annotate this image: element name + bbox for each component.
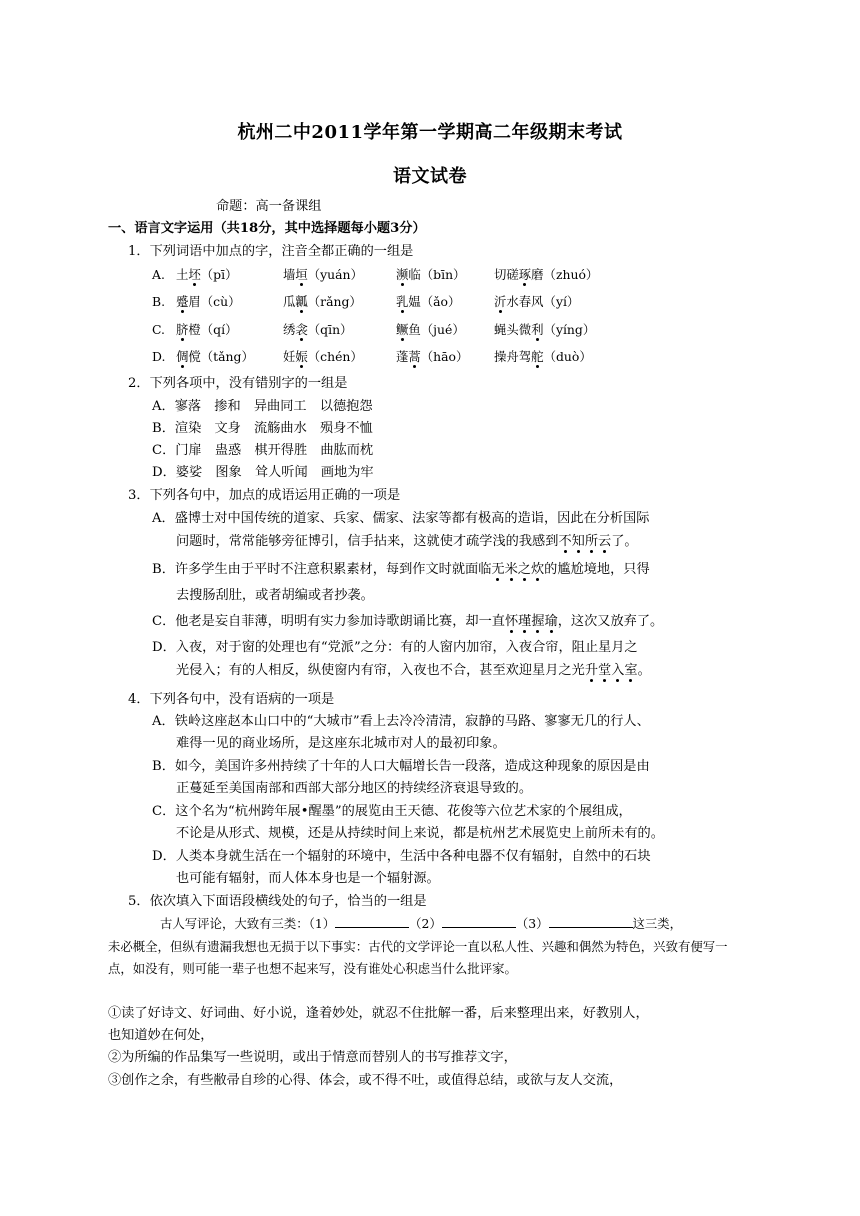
- exam-subtitle: 语文试卷: [393, 166, 467, 187]
- q1-option-item: 绣衾（qīn）: [283, 322, 353, 337]
- q1-option-item: 蝇头微利（yíng）: [494, 322, 596, 337]
- q4-option-d: D．人类本身就生活在一个辐射的环境中，生活中各种电器不仅有辐射，自然中的石块: [152, 849, 651, 864]
- q3-option-b: B．许多学生由于平时不注意积累素材，每到作文时就面临无米之炊的尴尬境地，只得: [152, 562, 650, 577]
- q2-option-a: A．寥落 掺和 异曲同工 以德抱怨: [152, 399, 373, 414]
- q1-option-item: 鳜鱼（jué）: [396, 322, 465, 337]
- q1-option-item: 蹙眉（cù）: [176, 294, 241, 309]
- q5-item-1: ①读了好诗文、好词曲、好小说，逢着妙处，就忍不住批解一番，后来整理出来，好教别人，: [108, 1006, 649, 1021]
- q3-option-c: C．他老是妄自菲薄，明明有实力参加诗歌朗诵比赛，却一直怀瑾握瑜，这次又放弃了。: [152, 614, 664, 629]
- q3-stem: 3．下列各句中，加点的成语运用正确的一项是: [128, 488, 401, 503]
- answer-blank-3[interactable]: [549, 913, 633, 928]
- q1-option-item: 脐橙（qí）: [176, 322, 238, 337]
- dotted-character: 沂: [494, 294, 507, 309]
- q1-option-label: B.: [152, 294, 166, 309]
- dotted-character: 鳜: [396, 322, 409, 337]
- q1-option-label: C.: [152, 322, 165, 337]
- q1-option-label: A.: [152, 267, 165, 282]
- section-heading: 一、语言文字运用（共18分，其中选择题每小题3分）: [108, 221, 426, 236]
- q4-option-a-cont: 难得一见的商业场所，是这座东北城市对人的最初印象。: [176, 736, 506, 751]
- q4-option-b-cont: 正蔓延至美国南部和西部大部分地区的持续经济衰退导致的。: [176, 781, 533, 796]
- q2-stem: 2．下列各项中，没有错别字的一组是: [128, 376, 348, 391]
- dotted-character: 垣: [295, 267, 308, 282]
- dotted-character: 濒: [396, 267, 409, 282]
- dotted-character: 蹙: [176, 294, 189, 309]
- dotted-character: 瓤: [295, 294, 308, 309]
- q5-passage-first: 古人写评论，大致有三类：（1） （2） （3） 这三类，: [160, 913, 682, 935]
- q5-item-2: ②为所编的作品集写一些说明，或出于情意而替别人的书写推荐文字，: [108, 1050, 517, 1065]
- q1-option-item: 濒临（bīn）: [396, 267, 466, 282]
- dotted-idiom: 不知所云: [558, 534, 612, 549]
- q1-option-label: D.: [152, 349, 166, 364]
- dotted-character: 脐: [176, 322, 189, 337]
- dotted-character: 琢: [518, 267, 532, 282]
- q1-option-item: 乳媪（ǎo）: [396, 294, 461, 309]
- q1-stem: 1．下列词语中加点的字，注音全都正确的一组是: [128, 244, 414, 259]
- q2-option-d: D．婆娑 图象 耸人听闻 画地为牢: [152, 465, 374, 480]
- answer-blank-1[interactable]: [335, 913, 409, 928]
- dotted-character: 娠: [295, 349, 308, 364]
- dotted-character: 坯: [188, 267, 201, 282]
- dotted-idiom: 无米之炊: [491, 562, 545, 577]
- q5-item-3: ③创作之余，有些敝帚自珍的心得、体会，或不得不吐，或值得总结，或欲与友人交流，: [108, 1073, 623, 1088]
- q1-option-item: 倜傥（tǎng）: [176, 349, 254, 364]
- dotted-character: 衾: [295, 322, 308, 337]
- q1-option-item: 墙垣（yuán）: [283, 267, 363, 282]
- q3-option-a: A．盛博士对中国传统的道家、兵家、儒家、法家等都有极高的造诣，因此在分析国际: [152, 511, 650, 526]
- exam-title: 杭州二中2011学年第一学期高二年级期末考试: [237, 122, 623, 143]
- q3-option-a-cont: 问题时，常常能够旁征博引，信手拈来，这就使才疏学浅的我感到不知所云了。: [176, 534, 638, 549]
- author-line: 命题：高一备课组: [216, 199, 322, 214]
- q2-option-b: B．渲染 文身 流觞曲水 殒身不恤: [152, 421, 373, 436]
- q5-stem: 5．依次填入下面语段横线处的句子，恰当的一组是: [128, 894, 427, 909]
- dotted-character: 倜: [176, 349, 189, 364]
- q3-option-b-cont: 去搜肠刮肚，或者胡编或者抄袭。: [176, 588, 374, 603]
- q1-option-item: 土坯（pī）: [176, 267, 238, 282]
- dotted-idiom: 怀瑾握瑜: [504, 614, 558, 629]
- q4-stem: 4．下列各句中，没有语病的一项是: [128, 692, 335, 707]
- dotted-idiom: 升堂入室: [584, 663, 638, 678]
- q1-option-item: 蓬蒿（hāo）: [396, 349, 469, 364]
- q4-option-d-cont: 也可能有辐射，而人体本身也是一个辐射源。: [176, 871, 440, 886]
- answer-blank-2[interactable]: [442, 913, 516, 928]
- q1-option-item: 切磋琢磨（zhuó）: [494, 267, 599, 282]
- q3-option-d-cont: 光侵入；有的人相反，纵使窗内有帘，入夜也不合，甚至欢迎星月之光升堂入室。: [176, 663, 651, 678]
- q1-option-item: 瓜瓤（rǎng）: [283, 294, 362, 309]
- q4-option-a: A．铁岭这座赵本山口中的“大城市”看上去冷冷清清，寂静的马路、寥寥无几的行人、: [152, 714, 650, 729]
- q5-passage: 未必概全，但纵有遗漏我想也无损于以下事实：古代的文学评论一直以私人性、兴趣和偶然为特色，兴致有便写一点，如没有，则可能一辈子也想不起来写，没有谁处心积虑当什么批评家。: [108, 939, 728, 976]
- q5-item-1-cont: 也知道妙在何处，: [108, 1028, 214, 1043]
- q4-option-c: C．这个名为“杭州跨年展•醒墨”的展览由王天德、花俊等六位艺术家的个展组成，: [152, 804, 632, 819]
- q1-option-item: 沂水春风（yí）: [494, 294, 580, 309]
- q1-option-item: 操舟驾舵（duò）: [494, 349, 592, 364]
- q4-option-c-cont: 不论是从形式、规模，还是从持续时间上来说，都是杭州艺术展览史上前所未有的。: [176, 826, 664, 841]
- dotted-character: 利: [531, 322, 544, 337]
- q3-option-d: D．入夜，对于窗的处理也有“党派”之分：有的人窗内加帘，入夜合帘，阻止星月之: [152, 640, 638, 655]
- dotted-character: 蒿: [408, 349, 421, 364]
- q4-option-b: B．如今，美国许多州持续了十年的人口大幅增长告一段落，造成这种现象的原因是由: [152, 759, 650, 774]
- q2-option-c: C．门扉 蛊惑 棋开得胜 曲肱而枕: [152, 443, 374, 458]
- dotted-character: 乳: [396, 294, 409, 309]
- dotted-character: 舵: [531, 349, 544, 364]
- q1-option-item: 妊娠（chén）: [283, 349, 363, 364]
